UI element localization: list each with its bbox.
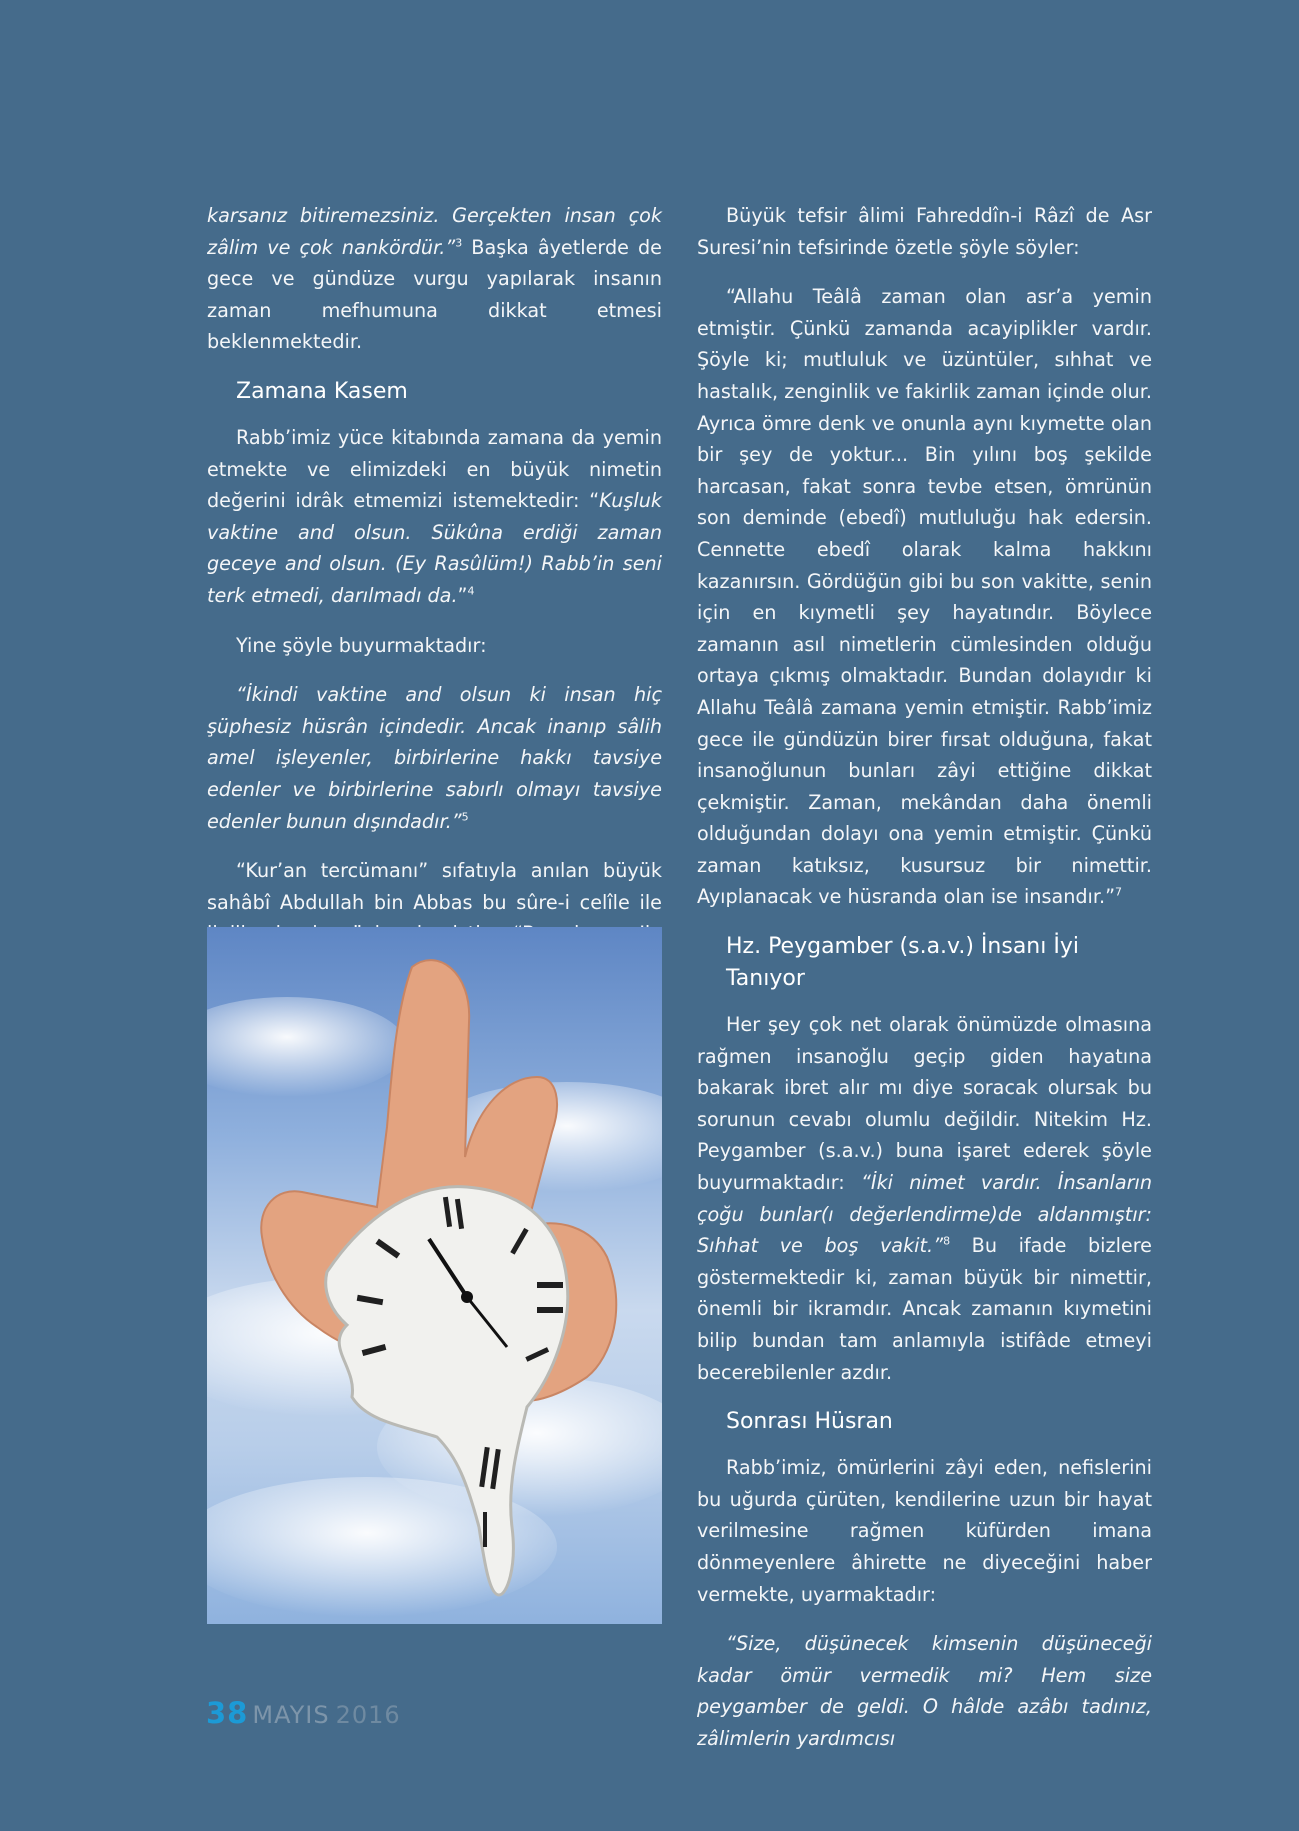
- page-footer: [206, 1696, 401, 1730]
- page-number: 38: [206, 1696, 249, 1730]
- heading-zamana-kasem: Zamana Kasem: [236, 378, 408, 404]
- cloud-shape: [207, 997, 407, 1097]
- right-paragraph-4: Rabb’imiz, ömürlerini zâyi eden, nefislerini bu uğurda çürüten, kendilerine uzun bir hayat verilmesine rağmen küfürden imana dönmeyenlere âhirette ne diyeceğini haber vermekte, uyarmaktadır:: [697, 1456, 1152, 1606]
- left-quote-asr: “İkindi vaktine and olsun ki insan hiç şüphesiz hüsrân içindedir. Ancak inanıp sâlih amel işleyenler, birbirlerine hakkı tavsiye edenler ve birbirlerine sabırlı olmayı tavsiye edenler bunun dışındadır.”$^5$: [207, 683, 662, 833]
- left-paragraph-1: karsanız bitiremezsiniz. Gerçekten insan çok zâlim ve çok nankördür.”$^3$ Başka âyetlerde de gece ve gündüze vurgu yapılarak insanın zaman mefhumuna dikkat etmesi beklenmektedir.: [207, 204, 662, 354]
- issue-month: MAYIS: [252, 1701, 330, 1729]
- heading-sonrasi-husran: Sonrası Hüsran: [726, 1409, 893, 1435]
- left-column: [207, 200, 662, 999]
- right-quote-razi: “Allahu Teâlâ zaman olan asr’a yemin etmiştir. Çünkü zamanda acayiplikler vardır. Şöyle ki; mutluluk ve üzüntüler, sıhhat ve hastalık, zenginlik ve fakirlik zaman içinde olur. Ayrıca ömre denk ve onunla aynı kıymette olan bir şey de yoktur... Bin yılını boş şekilde harcasan, fakat sonra tevbe etsen, ömrünün son deminde (ebedî) mutluluğu hak edersin. Cennette ebedî olarak kalma hakkını kazanırsın. Gördüğün gibi bu son vakitte, senin için en kıymetli şey hayatındır. Böylece zamanın asıl nimetlerin cümlesinden olduğu ortaya çıkmış olmaktadır. Bundan dolayıdır ki Allahu Teâlâ zamana yemin etmiştir. Rabb’imiz gece ile gündüzün birer fırsat olduğuna, fakat insanoğlunun bunları zâyi ettiğine dikkat çekmiştir. Zaman, mekândan daha önemli olduğundan dolayı ona yemin etmiştir. Çünkü zaman katıksız, kusursuz bir nimettir. Ayıplanacak ve hüsranda olan ise insandır.”$^7$: [697, 285, 1152, 909]
- left-paragraph-5: “Kur’an tercümanı” sıfatıyla anılan büyük sahâbî Abdullah bin Abbas bu sûre-i celîle ile: [207, 859, 662, 914]
- right-quote-final: “Size, düşünecek kimsenin düşüneceği kadar ömür vermedik mi? Hem size peygamber de geldi. O hâlde azâbı tadınız, zâlimlerin yardımcısı: [697, 1632, 1152, 1750]
- left-paragraph-3: Yine şöyle buyurmaktadır:: [236, 633, 487, 657]
- right-paragraph-3: Her şey çok net olarak önümüzde olmasına rağmen insanoğlu geçip giden hayatına bakarak ibret alır mı diye soracak olursak bu sorunun cevabı olumlu değildir. Nitekim Hz. Peygamber (s.a.v.) buna işaret ederek şöyle buyurmaktadır: “İki nimet vardır. İnsanların çoğu bunlar(ı değerlendirme)de aldanmıştır: Sıhhat ve boş vakit.”$^8$ Bu ifade bizlere göstermektedir ki, zaman büyük bir nimettir, önemli bir ikramdır. Ancak zamanın kıymetini bilip bundan tam anlamıyla istifâde etmeyi becerebilenler azdır.: [697, 1013, 1153, 1384]
- heading-hz-peygamber: Hz. Peygamber (s.a.v.) İnsanı İyi Tanıyor: [726, 934, 1079, 992]
- melting-clock-hand-photo: [207, 927, 662, 1624]
- melting-clock-illustration: [207, 927, 662, 1624]
- right-paragraph-1: Büyük tefsir âlimi Fahreddîn-i Râzî de Asr Suresi’nin tefsirinde özetle şöyle söyler:: [697, 204, 1152, 259]
- left-paragraph-2: Rabb’imiz yüce kitabında zamana da yemin etmekte ve elimizdeki en büyük nimetin değerini idrâk etmemizi istemektedir: “Kuşluk vaktine and olsun. Sükûna erdiği zaman geceye and olsun. (Ey Rasûlüm!) Rabb’in seni terk etmedi, darılmadı da.”$^4$: [207, 425, 662, 607]
- clock-center: [461, 1291, 473, 1303]
- issue-year: 2016: [335, 1701, 401, 1729]
- right-column: [697, 200, 1152, 1773]
